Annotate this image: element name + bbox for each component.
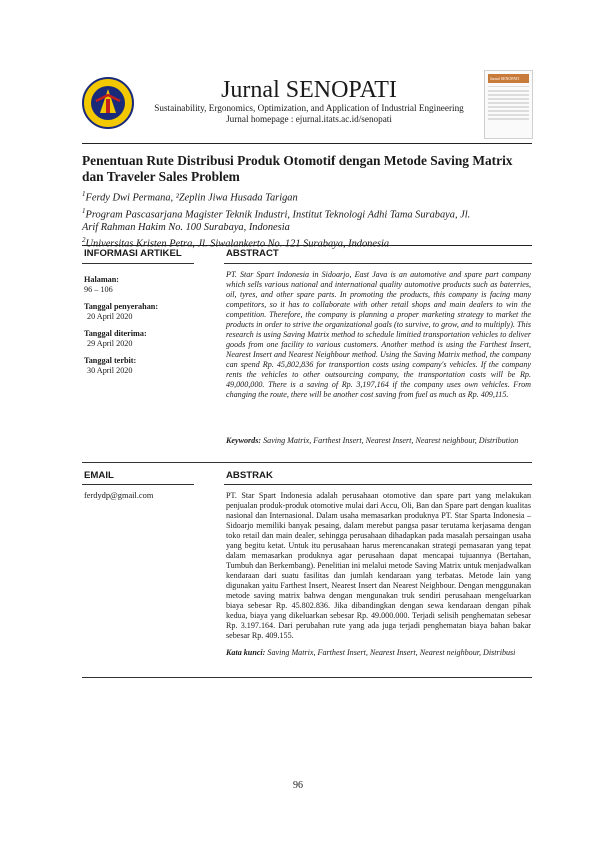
abstract-english: PT. Star Spart Indonesia in Sidoarjo, East Java is an automotive and spare part company which sells various national and international quality automotive products such as baterries, oil, tyres, and other spare parts. In promoting the products, this company is facing many competitors, so it has to collaborate with other retail shops and main dealers to win the competition. Therefore, the company is planning a proper marketing strategy to market the products in order to strive the organizational goals (to survive, to grow, and to multiply). This research is using Saving Matrix method to schedule limitied transportation vehicles to deliver goods from one facility to various customers. Another method is using the Farthest Insert, Nearest Insert and Nearest Neighbour method. Using the Saving Matrix method, the company can spend Rp. 45,802,836 for transportion costs using company's vehicles. If the company rents the vehicles to other outsourcing company, the transportation costs will be Rp. 49,000,000. There is a saving of Rp. 3,197,164 if the company uses own vehicles. From changing the route, there will be another cost saving from fuel as much as Rp. 409,115. bbox=[226, 270, 531, 399]
journal-homepage: Jurnal homepage : ejurnal.itats.ac.id/senopati bbox=[226, 114, 392, 124]
journal-cover-thumbnail bbox=[484, 70, 533, 139]
keywords-indonesian: Kata kunci: Saving Matrix, Farthest Insert, Nearest Insert, Nearest neighbour, Distribusi bbox=[226, 648, 516, 657]
email-heading-rule bbox=[82, 484, 194, 485]
published-value: 30 April 2020 bbox=[87, 366, 133, 375]
accepted-value: 29 April 2020 bbox=[87, 339, 133, 348]
journal-subtitle: Sustainability, Ergonomics, Optimization, and Application of Industrial Engineering bbox=[154, 103, 464, 113]
article-title-line1: Penentuan Rute Distribusi Produk Otomotif dengan Metode Saving Matrix bbox=[82, 153, 513, 168]
author-email[interactable]: ferdydp@gmail.com bbox=[84, 491, 154, 500]
abstract-heading-rule bbox=[224, 263, 532, 264]
authors-line: $^1$Ferdy Dwi Permana, ²Zeplin Jiwa Husada Tarigan bbox=[82, 190, 298, 204]
article-info bbox=[84, 275, 204, 376]
affiliation-1: $^1$Program Pascasarjana Magister Teknik Industri, Institut Teknologi Adhi Tama Surabaya, Jl. bbox=[82, 206, 471, 221]
abstrak-heading: ABSTRAK bbox=[226, 470, 273, 481]
info-heading: INFORMASI ARTIKEL bbox=[84, 248, 182, 259]
journal-title: Jurnal SENOPATI bbox=[221, 77, 397, 103]
email-heading: EMAIL bbox=[84, 470, 114, 481]
abstract-indonesian: PT. Star Spart Indonesia adalah perusahaan otomotive dan spare part yang melakukan penjualan produk-produk otomotive mulai dari Accu, Oli, Ban dan Spare part dengan kualitas nasional dan Internasional. Dalam usaha memasarkan produknya PT. Star Sparta Indonesia – Sidoarjo memiliki banyak pesaing, dalam merebut pangsa pasar terutama kerjasama dengan toko retail dan main dealer, sehingga perusahaan dihadapkan pada masalah persaingan usaha yang begitu ketat. Untuk itu perusahaan harus merencanakan strategi pemasaran yang tepat dalam memasarkan produknya agar perusahaan dapat mencapai tujuannya (Bertahan, Tumbuh dan Berkembang). Penelitian ini melalui metode Saving Matrix untuk menjadwalkan kendaraan dari suatu fasilitas dan jumlah kendaraan yang terbatas. Metode lain yang digunakan yaitu Farthest Insert, Nearest Insert dan Nearest Neighbour. Dengan menggunakan metode saving matrix bahwa dengan mengunakan truk sendiri perusahaan mengeluarkan biaya sebesar Rp. 45.802.836. Jika dibandingkan dengan sewa kendaraan dengan pihak kedua, biaya yang dikeluarkan sebesar Rp. 49.000.000. Terjadi selisih penghematan sebesar Rp. 3.197.164. Dari perubahan rute yang ada juga terjadi penghematan biaya bahan bakar sebesar Rp. 409.155. bbox=[226, 491, 531, 640]
keywords-english: Keywords: Saving Matrix, Farthest Insert, Nearest Insert, Nearest neighbour, Distribution bbox=[226, 436, 519, 445]
header-divider bbox=[82, 143, 532, 144]
affiliation-2: $^2$Universitas Kristen Petra, Jl. Siwalankerto No. 121 Surabaya, Indonesia bbox=[82, 235, 390, 250]
article-title bbox=[82, 153, 532, 185]
cover-title: Jurnal SENOPATI bbox=[488, 74, 529, 83]
affiliation-1-cont: Arif Rahman Hakim No. 100 Surabaya, Indonesia bbox=[82, 221, 290, 233]
section-bottom-rule bbox=[82, 677, 532, 678]
info-heading-rule bbox=[82, 263, 194, 264]
pages-label: Halaman: bbox=[84, 275, 120, 284]
section-top-rule bbox=[82, 245, 532, 246]
author-block bbox=[82, 188, 532, 251]
published-label: Tanggal terbit: bbox=[84, 356, 137, 365]
institution-logo bbox=[82, 73, 134, 133]
section-mid-rule bbox=[82, 462, 532, 463]
submitted-value: 20 April 2020 bbox=[87, 312, 133, 321]
page-number: 96 bbox=[293, 780, 303, 791]
accepted-label: Tanggal diterima: bbox=[84, 329, 147, 338]
pages-value: 96 – 106 bbox=[84, 285, 113, 294]
article-title-line2: dan Traveler Sales Problem bbox=[82, 169, 240, 184]
abstract-heading: ABSTRACT bbox=[226, 248, 279, 259]
submitted-label: Tanggal penyerahan: bbox=[84, 302, 159, 311]
abstrak-heading-rule bbox=[224, 484, 532, 485]
